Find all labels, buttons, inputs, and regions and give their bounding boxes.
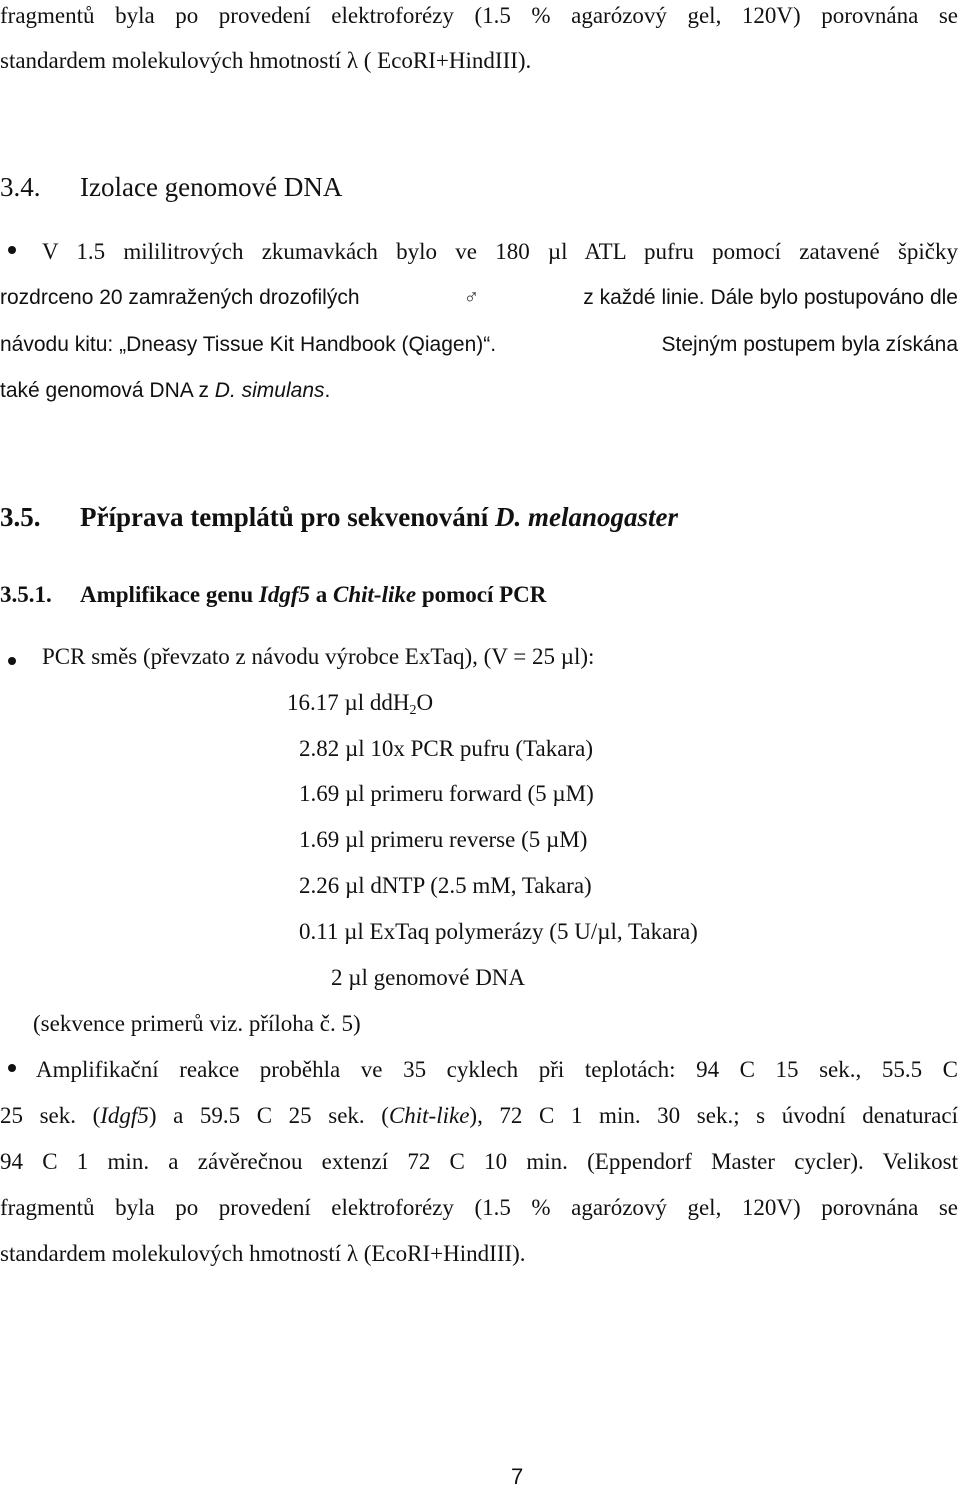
section-title: Izolace genomové DNA: [80, 172, 343, 202]
pcr-mix-note: (sekvence primerů viz. příloha č. 5): [33, 1011, 361, 1036]
pcr-mix-intro: PCR směs (převzato z návodu výrobce ExTaq), (V = 25 µl):: [42, 644, 595, 669]
text-segment: z každé linie. Dále bylo postupováno dle: [583, 286, 958, 309]
text-segment: 16.17 µl ddH: [287, 690, 410, 715]
text-segment: rozdrceno 20 zamražených drozofilých: [0, 286, 360, 309]
gene-name: Chit-like: [388, 1103, 470, 1128]
paragraph-line: V 1.5 mililitrových zkumavkách bylo ve 180 µl ATL pufru pomocí zatavené špičky: [42, 239, 958, 264]
paragraph-line: Amplifikační reakce proběhla ve 35 cyklech při teplotách: 94 C 15 sek., 55.5 C: [36, 1057, 958, 1082]
text-segment: Stejným postupem byla získána: [661, 333, 958, 356]
text-segment: a: [315, 582, 328, 607]
text-segment: ) a 59.5 C 25 sek. (: [148, 1103, 389, 1128]
text-segment: Amplifikace genu: [80, 582, 254, 607]
pcr-mix-item: 2.26 µl dNTP (2.5 mM, Takara): [299, 873, 592, 898]
species-name: D. simulans: [214, 379, 325, 402]
paragraph-line: 94 C 1 min. a závěrečnou extenzí 72 C 10 min. (Eppendorf Master cycler). Velikost: [0, 1149, 958, 1174]
paragraph-line: standardem molekulových hmotností λ ( EcoRI+HindIII).: [0, 48, 532, 73]
paragraph-line: [0, 287, 958, 308]
paragraph-line: standardem molekulových hmotností λ (EcoRI+HindIII).: [0, 1241, 526, 1266]
section-heading-3-4: [0, 174, 342, 201]
text-segment: pomocí PCR: [421, 582, 547, 607]
paragraph-line: fragmentů byla po provedení elektroforézy (1.5 % agarózový gel, 120V) porovnána se: [0, 3, 958, 28]
section-heading-3-5-1: [0, 583, 546, 606]
text-segment: návodu kitu: „Dneasy Tissue Kit Handbook (Qiagen)“.: [0, 333, 497, 356]
gene-name: Chit-like: [333, 582, 417, 607]
section-heading-3-5: [0, 504, 678, 531]
paragraph-line: [0, 1104, 958, 1127]
species-name: D. melanogaster: [495, 502, 679, 532]
section-number: 3.5.1.: [0, 582, 52, 607]
section-number: 3.4.: [0, 172, 41, 202]
text-segment: .: [324, 379, 331, 402]
pcr-mix-item: 2 µl genomové DNA: [331, 965, 526, 990]
text-segment: O: [416, 690, 434, 715]
bullet-icon: [8, 657, 16, 665]
text-segment: ), 72 C 1 min. 30 sek.; s úvodní denaturací: [469, 1103, 958, 1128]
paragraph-line: fragmentů byla po provedení elektroforézy (1.5 % agarózový gel, 120V) porovnána se: [0, 1195, 958, 1220]
pcr-mix-item: [287, 690, 434, 718]
paragraph-line: [0, 334, 958, 355]
pcr-mix-item: 1.69 µl primeru forward (5 µM): [299, 781, 594, 806]
pcr-mix-item: 1.69 µl primeru reverse (5 µM): [299, 827, 588, 852]
pcr-mix-item: 2.82 µl 10x PCR pufru (Takara): [299, 736, 593, 761]
bullet-icon: [8, 1064, 16, 1072]
section-number: 3.5.: [0, 502, 41, 532]
paragraph-line: [0, 380, 330, 401]
pcr-mix-item: 0.11 µl ExTaq polymerázy (5 U/µl, Takara): [299, 919, 698, 944]
section-title: Příprava templátů pro sekvenování: [80, 502, 489, 532]
text-segment: také genomová DNA z: [0, 379, 209, 402]
male-symbol-icon: ♂: [463, 285, 480, 309]
gene-name: Idgf5: [258, 582, 311, 607]
subscript: 2: [409, 703, 417, 718]
bullet-icon: [8, 246, 16, 254]
text-segment: 25 sek. (: [0, 1103, 101, 1128]
page-number: 7: [511, 1464, 524, 1489]
gene-name: Idgf5: [100, 1103, 149, 1128]
